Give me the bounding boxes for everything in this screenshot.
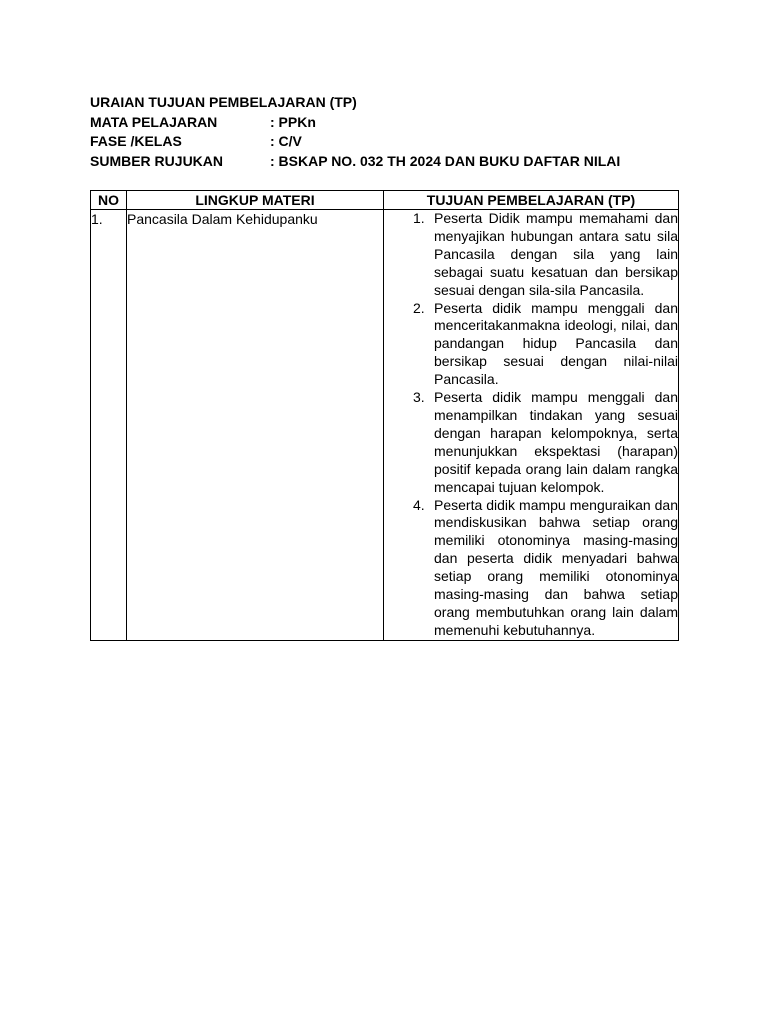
- header-value: : C/V: [270, 133, 302, 149]
- objective-number: 1.: [413, 210, 425, 226]
- row-number: 1.: [91, 210, 127, 641]
- table-row: [91, 210, 679, 641]
- objective-item: [384, 210, 678, 300]
- lingkup-materi-cell: Pancasila Dalam Kehidupanku: [127, 210, 384, 641]
- objective-text: Peserta didik mampu menguraikan dan mendiskusikan bahwa setiap orang memiliki otonominya masing-masing dan peserta didik menyadari bahwa setiap orang memiliki otonominya masing-masing dan bahwa setiap orang membutuhkan orang lain dalam memenuhi kebutuhannya.: [434, 496, 678, 638]
- objective-item: [384, 300, 678, 390]
- objective-item: [384, 497, 678, 640]
- column-header-tujuan-pembelajaran: TUJUAN PEMBELAJARAN (TP): [384, 191, 679, 210]
- header-label: FASE /KELAS: [90, 133, 182, 149]
- document-title: URAIAN TUJUAN PEMBELAJARAN (TP): [90, 94, 357, 110]
- column-header-lingkup-materi: LINGKUP MATERI: [127, 191, 384, 210]
- header-row-fase-kelas: [90, 132, 620, 152]
- tujuan-pembelajaran-cell: [384, 210, 679, 641]
- objectives-table: [90, 190, 679, 641]
- header-row-mata-pelajaran: [90, 113, 620, 133]
- objective-item: [384, 389, 678, 496]
- document-header: [90, 93, 620, 171]
- table-header-row: [91, 191, 679, 210]
- objective-text: Peserta didik mampu menggali dan menceritakanmakna ideologi, nilai, dan pandangan hidup Pancasila dan bersikap sesuai dengan nilai-nilai Pancasila.: [434, 299, 678, 388]
- objectives-list: [384, 210, 678, 640]
- objective-number: 4.: [413, 496, 425, 513]
- column-header-no: NO: [91, 191, 127, 210]
- objective-number: 3.: [413, 389, 425, 406]
- table-body: [91, 210, 679, 641]
- header-label: SUMBER RUJUKAN: [90, 152, 224, 169]
- objective-text: Peserta Didik mampu memahami dan menyajikan hubungan antara satu sila Pancasila dengan sila yang lain sebagai suatu kesatuan dan bersikap sesuai dengan sila-sila Pancasila.: [434, 210, 678, 298]
- objective-text: Peserta didik mampu menggali dan menampilkan tindakan yang sesuai dengan harapan kelompoknya, serta menunjukkan ekspektasi (harapan) positif kepada orang lain dalam rangka mencapai tujuan kelompok.: [434, 389, 678, 495]
- header-row-sumber-rujukan: [90, 152, 620, 172]
- objective-number: 2.: [413, 299, 425, 316]
- header-value: : PPKn: [270, 113, 316, 130]
- table-header: [91, 191, 679, 210]
- header-label: MATA PELAJARAN: [90, 113, 218, 130]
- header-value: : BSKAP NO. 032 TH 2024 DAN BUKU DAFTAR NILAI: [270, 152, 621, 169]
